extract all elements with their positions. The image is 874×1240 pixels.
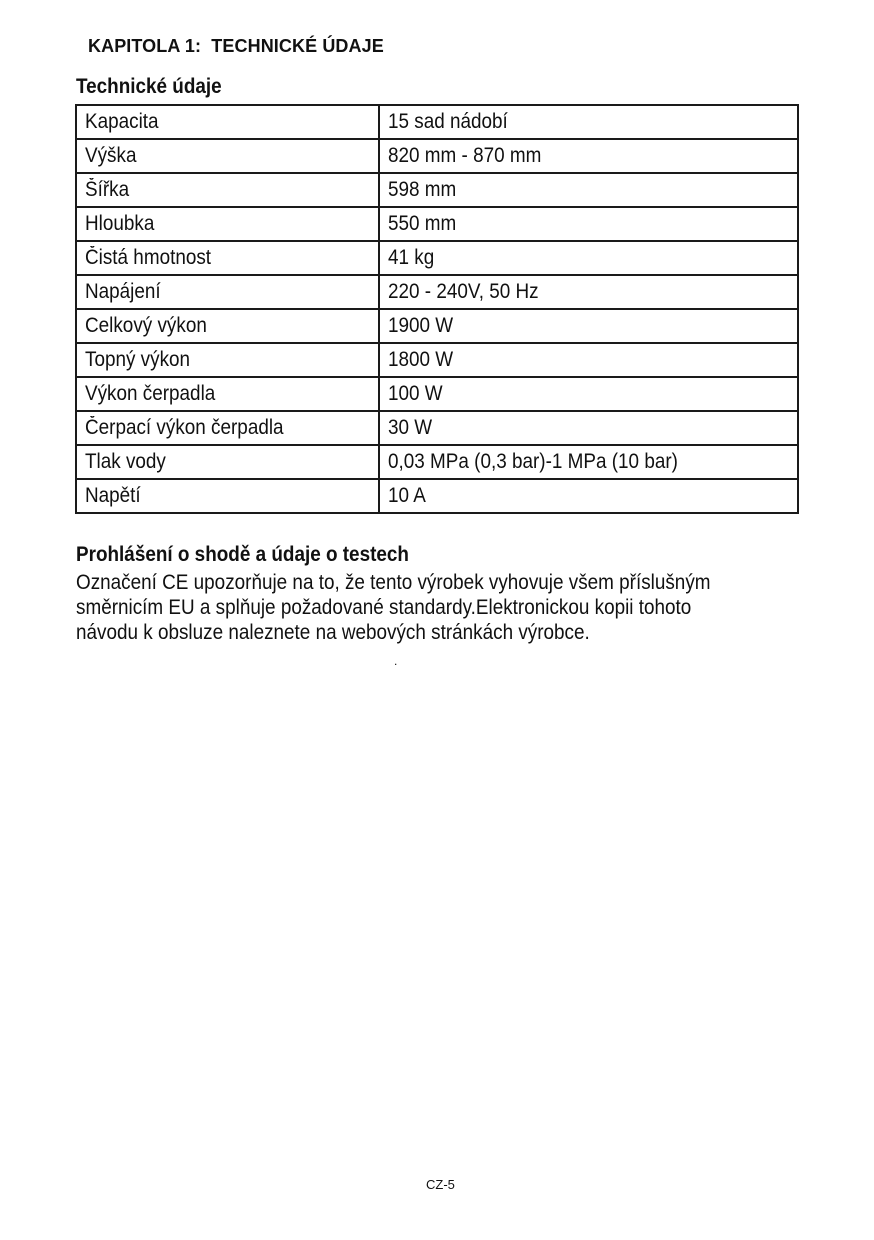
spec-value: 0,03 MPa (0,3 bar)-1 MPa (10 bar): [379, 445, 798, 479]
spec-value: 220 - 240V, 50 Hz: [379, 275, 798, 309]
stray-dot: .: [394, 654, 398, 668]
spec-parameter: Topný výkon: [76, 343, 379, 377]
spec-parameter: Napětí: [76, 479, 379, 513]
table-row: [76, 173, 798, 207]
table-row: [76, 377, 798, 411]
table-row: [76, 309, 798, 343]
spec-parameter: Kapacita: [76, 105, 379, 139]
spec-parameter: Celkový výkon: [76, 309, 379, 343]
spec-value: 15 sad nádobí: [379, 105, 798, 139]
section-title: Technické údaje: [76, 75, 222, 98]
spec-value: 1900 W: [379, 309, 798, 343]
table-row: [76, 139, 798, 173]
spec-parameter: Tlak vody: [76, 445, 379, 479]
spec-parameter: Čistá hmotnost: [76, 241, 379, 275]
spec-value: 30 W: [379, 411, 798, 445]
spec-parameter: Šířka: [76, 173, 379, 207]
specs-table: [75, 104, 799, 514]
spec-value: 41 kg: [379, 241, 798, 275]
declaration-text: [76, 570, 711, 645]
chapter-title: KAPITOLA 1: TECHNICKÉ ÚDAJE: [88, 36, 384, 56]
table-row: [76, 207, 798, 241]
spec-parameter: Výška: [76, 139, 379, 173]
spec-parameter: Napájení: [76, 275, 379, 309]
spec-value: 10 A: [379, 479, 798, 513]
declaration-line: návodu k obsluze naleznete na webových stránkách výrobce.: [76, 621, 590, 644]
table-row: [76, 411, 798, 445]
spec-value: 1800 W: [379, 343, 798, 377]
spec-value: 598 mm: [379, 173, 798, 207]
table-row: [76, 479, 798, 513]
declaration-line: směrnicím EU a splňuje požadované standardy.Elektronickou kopii tohoto: [76, 596, 692, 619]
spec-value: 820 mm - 870 mm: [379, 139, 798, 173]
page-number: CZ-5: [426, 1177, 455, 1192]
table-row: [76, 445, 798, 479]
table-row: [76, 241, 798, 275]
spec-parameter: Čerpací výkon čerpadla: [76, 411, 379, 445]
table-row: [76, 343, 798, 377]
declaration-title: Prohlášení o shodě a údaje o testech: [76, 543, 409, 566]
declaration-line: Označení CE upozorňuje na to, že tento výrobek vyhovuje všem příslušným: [76, 571, 711, 594]
spec-value: 550 mm: [379, 207, 798, 241]
spec-parameter: Výkon čerpadla: [76, 377, 379, 411]
spec-value: 100 W: [379, 377, 798, 411]
spec-parameter: Hloubka: [76, 207, 379, 241]
table-row: [76, 275, 798, 309]
table-row: [76, 105, 798, 139]
